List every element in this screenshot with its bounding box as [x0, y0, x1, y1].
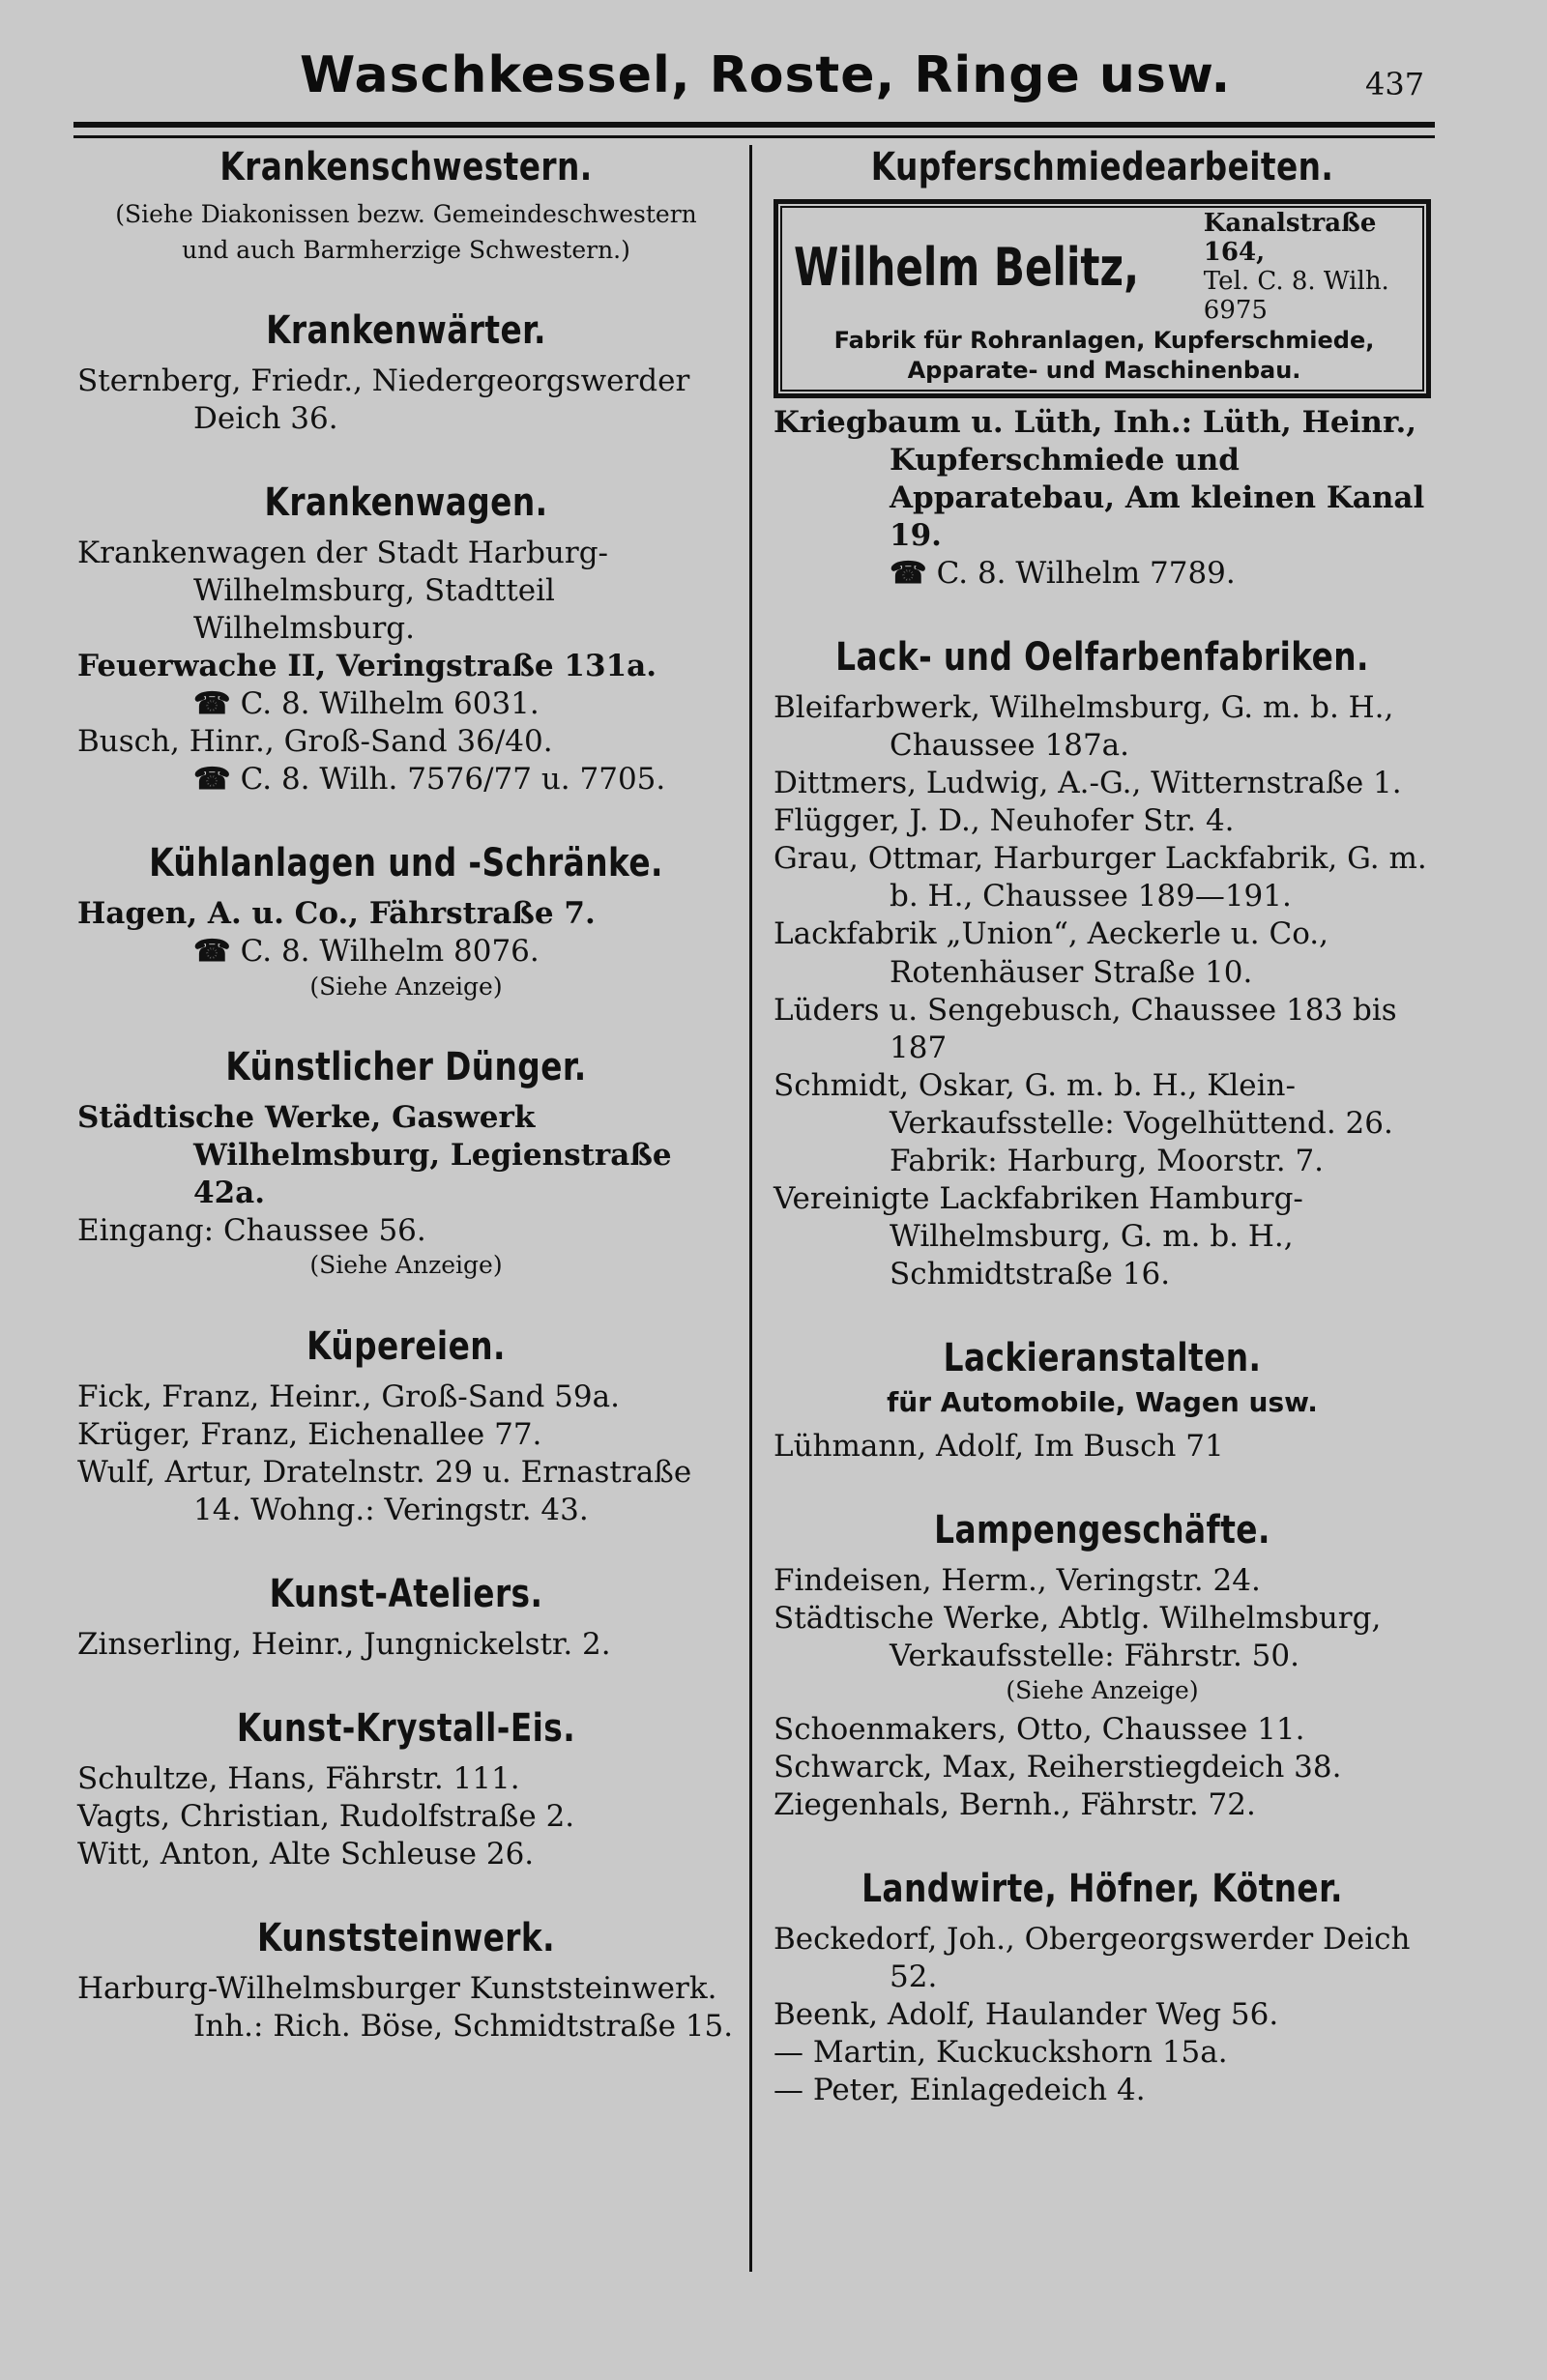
list-item: Eingang: Chaussee 56. [77, 1213, 426, 1249]
section-heading: Landwirte, Höfner, Kötner. [861, 1866, 1343, 1911]
section-heading: Künstlicher Dünger. [225, 1045, 587, 1090]
section-kunststeinwerk [77, 1916, 735, 2046]
section-heading: Kunststeinwerk. [257, 1916, 555, 1961]
page-title: Waschkessel, Roste, Ringe usw. [300, 46, 1232, 104]
section-heading: Lackieranstalten. [943, 1335, 1262, 1380]
list-item: Lüders u. Sengebusch, Chaussee 183 bis 187 [774, 992, 1397, 1065]
right-column [774, 145, 1431, 2152]
section-lampengeschaefte [774, 1508, 1431, 1824]
telephone-icon: ☎ [890, 556, 927, 592]
page-number: 437 [1365, 66, 1425, 102]
section-heading: Kunst-Ateliers. [269, 1571, 543, 1616]
list-item: Schwarck, Max, Reiherstiegdeich 38. [774, 1749, 1342, 1785]
section-heading: Kupferschmiedearbeiten. [870, 145, 1334, 189]
list-item: Lühmann, Adolf, Im Busch 71 [774, 1428, 1224, 1464]
ad-description: Fabrik für Rohranlagen, Kupferschmiede, [833, 326, 1375, 354]
left-column [77, 145, 735, 2088]
column-divider [749, 145, 752, 2272]
list-item: — Peter, Einlagedeich 4. [774, 2072, 1146, 2107]
section-kuenstlicher-duenger [77, 1045, 735, 1282]
list-item: Städtische Werke, Gaswerk Wilhelmsburg, Legienstraße 42a. [77, 1100, 672, 1211]
phone-line [77, 761, 735, 798]
list-item: — Martin, Kuckuckshorn 15a. [774, 2034, 1228, 2070]
phone-number: C. 8. Wilh. 7576/77 u. 7705. [240, 762, 666, 798]
list-item: Harburg-Wilhelmsburger Kunststeinwerk. Inh.: Rich. Böse, Schmidtstraße 15. [77, 1971, 734, 2045]
list-item: Beenk, Adolf, Haulander Weg 56. [774, 1996, 1279, 2032]
section-kupferschmiedearbeiten [774, 145, 1431, 593]
running-head [0, 46, 1547, 124]
cross-reference: (Siehe Anzeige) [309, 972, 503, 1001]
section-heading: Küpereien. [306, 1323, 506, 1369]
section-heading: Kühlanlagen und -Schränke. [149, 841, 663, 886]
section-krankenwaerter [77, 308, 735, 438]
list-item: Lackfabrik „Union“, Aeckerle u. Co., Rotenhäuser Straße 10. [774, 916, 1329, 990]
section-lackieranstalten [774, 1336, 1431, 1466]
section-heading: Krankenwagen. [264, 480, 548, 526]
cross-reference: (Siehe Diakonissen bezw. Gemeindeschwestern [115, 200, 697, 228]
section-krankenschwestern [77, 145, 735, 266]
section-lack-oelfarbenfabriken [774, 635, 1431, 1293]
section-krankenwagen [77, 480, 735, 798]
list-item: Städtische Werke, Abtlg. Wilhelmsburg, Verkaufsstelle: Fährstr. 50. [774, 1601, 1382, 1674]
list-item: Vereinigte Lackfabriken Hamburg-Wilhelmsburg, G. m. b. H., Schmidtstraße 16. [774, 1180, 1303, 1292]
cross-reference: (Siehe Anzeige) [309, 1251, 503, 1280]
list-item: Wulf, Artur, Dratelnstr. 29 u. Ernastraße 14. Wohng.: Veringstr. 43. [77, 1454, 692, 1527]
section-heading: Krankenschwestern. [219, 145, 593, 189]
ad-address: Kanalstraße 164, [1203, 209, 1377, 267]
section-heading: Kunst-Krystall-Eis. [236, 1705, 576, 1751]
section-kuehlanlagen [77, 841, 735, 1002]
list-item: Grau, Ottmar, Harburger Lackfabrik, G. m. b. H., Chaussee 189—191. [774, 841, 1427, 914]
advertisement-box [774, 199, 1431, 398]
header-rule-thin [73, 135, 1435, 138]
section-heading: Krankenwärter. [266, 308, 546, 353]
list-item: Hagen, A. u. Co., Fährstraße 7. [77, 896, 596, 932]
section-kuepereien [77, 1324, 735, 1529]
section-landwirte [774, 1867, 1431, 2109]
phone-number: C. 8. Wilhelm 8076. [240, 934, 540, 970]
section-kunst-ateliers [77, 1572, 735, 1664]
phone-line [77, 933, 735, 971]
ad-description: Apparate- und Maschinenbau. [907, 356, 1301, 384]
list-item: Feuerwache II, Veringstraße 131a. [77, 649, 657, 684]
list-item: Flügger, J. D., Neuhofer Str. 4. [774, 803, 1235, 839]
section-subheading: für Automobile, Wagen usw. [887, 1385, 1318, 1418]
section-heading: Lack- und Oelfarbenfabriken. [835, 635, 1369, 681]
list-item: Schmidt, Oskar, G. m. b. H., Klein-Verkaufsstelle: Vogelhüttend. 26. Fabrik: Harburg, Moorstr. 7. [774, 1067, 1393, 1178]
list-item: Bleifarbwerk, Wilhelmsburg, G. m. b. H., Chaussee 187a. [774, 690, 1394, 764]
telephone-icon: ☎ [193, 762, 231, 798]
ad-telephone: Tel. C. 8. Wilh. 6975 [1203, 266, 1389, 325]
list-item: Fick, Franz, Heinr., Groß-Sand 59a. [77, 1379, 620, 1414]
list-item: Schoenmakers, Otto, Chaussee 11. [774, 1711, 1305, 1747]
list-item: Zinserling, Heinr., Jungnickelstr. 2. [77, 1626, 611, 1662]
cross-reference: und auch Barmherzige Schwestern.) [182, 235, 630, 264]
phone-line [774, 555, 1431, 593]
phone-line [77, 685, 735, 723]
cross-reference: (Siehe Anzeige) [1006, 1676, 1199, 1705]
telephone-icon: ☎ [193, 934, 231, 970]
header-rule [73, 122, 1435, 128]
list-item: Schultze, Hans, Fährstr. 111. [77, 1760, 520, 1796]
telephone-icon: ☎ [193, 686, 231, 722]
list-item: Dittmers, Ludwig, A.-G., Witternstraße 1. [774, 766, 1402, 801]
list-item: Findeisen, Herm., Veringstr. 24. [774, 1562, 1261, 1598]
phone-number: C. 8. Wilhelm 7789. [936, 556, 1236, 592]
list-item: Beckedorf, Joh., Obergeorgswerder Deich 52. [774, 1921, 1411, 1994]
ad-company-name: Wilhelm Belitz, [794, 237, 1140, 299]
list-item: Krüger, Franz, Eichenallee 77. [77, 1416, 542, 1452]
list-item: Vagts, Christian, Rudolfstraße 2. [77, 1798, 575, 1834]
phone-number: C. 8. Wilhelm 6031. [240, 686, 540, 722]
section-heading: Lampengeschäfte. [934, 1507, 1270, 1553]
list-item: Ziegenhals, Bernh., Fährstr. 72. [774, 1786, 1256, 1822]
list-item: Witt, Anton, Alte Schleuse 26. [77, 1837, 535, 1872]
list-item: Busch, Hinr., Groß-Sand 36/40. [77, 724, 553, 760]
list-item: Kriegbaum u. Lüth, Inh.: Lüth, Heinr., Kupferschmiede und Apparatebau, Am kleinen Kanal 19. [774, 404, 1425, 554]
list-item: Krankenwagen der Stadt Harburg-Wilhelmsburg, Stadtteil Wilhelmsburg. [77, 536, 609, 647]
list-item: Sternberg, Friedr., Niedergeorgswerder Deich 36. [77, 363, 690, 437]
section-kunst-krystall-eis [77, 1706, 735, 1873]
